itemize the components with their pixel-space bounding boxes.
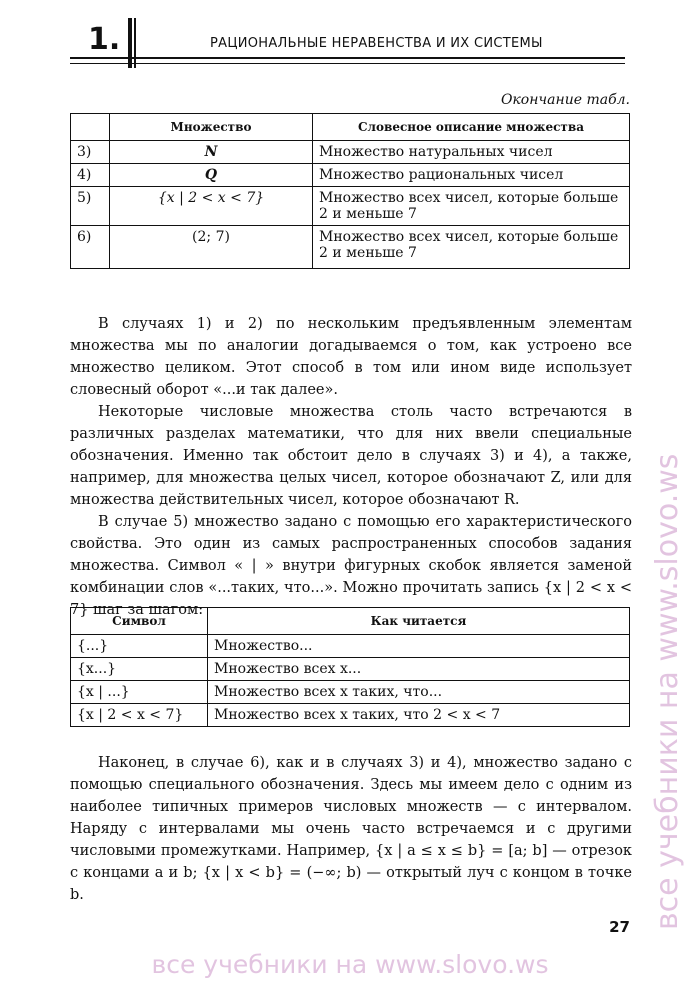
reading-cell: Множество всех x таких, что... bbox=[208, 681, 630, 704]
reading-cell: Множество всех x таких, что 2 < x < 7 bbox=[208, 704, 630, 727]
row-number: 4) bbox=[71, 164, 110, 187]
column-header: Множество bbox=[110, 114, 313, 141]
table-row bbox=[71, 226, 630, 269]
table-row bbox=[71, 164, 630, 187]
page-number: 27 bbox=[609, 918, 630, 936]
paragraph: Некоторые числовые множества столь часто встречаются в различных разделах математики, что для них ввели специальные обозначения. Именно так обстоит дело в случаях 3) и 4), а также, например, для множества целых чисел, которое обозначают Z, или для множества действительных чисел, которое обозначают R. bbox=[70, 404, 632, 508]
paragraph: Наконец, в случае 6), как и в случаях 3) и 4), множество задано с помощью специального обозначения. Здесь мы имеем дело с одним из наиболее типичных примеров числовых множеств — с интервалом. Наряду с интервалами мы очень часто встречаемся и с другими числовыми промежутками. Например, {x | a ≤ x ≤ b} = [a; b] — отрезок с концами a и b; {x | x < b} = (−∞; b) — открытый луч с концом в точке b. bbox=[70, 755, 632, 903]
reading-cell: Множество... bbox=[208, 635, 630, 658]
table-row bbox=[71, 658, 630, 681]
column-header bbox=[71, 114, 110, 141]
table-row bbox=[71, 187, 630, 226]
body-text-bottom bbox=[70, 752, 632, 906]
reading-cell: Множество всех x... bbox=[208, 658, 630, 681]
paragraph: В случае 5) множество задано с помощью его характеристического свойства. Это один из самых распространенных способов задания множества. Символ « | » внутри фигурных скобок является заменой комбинации слов «...таких, что...». Можно прочитать запись {x | 2 < x < 7} шаг за шагом: bbox=[70, 514, 632, 618]
table-header-row bbox=[71, 114, 630, 141]
header-rule-thin bbox=[70, 63, 625, 64]
column-header: Как читается bbox=[208, 608, 630, 635]
bottom-watermark: все учебники на www.slovo.ws bbox=[151, 950, 549, 979]
paragraph: В случаях 1) и 2) по нескольким предъявленным элементам множества мы по аналогии догадываемся о том, как устроено все множество целиком. Этот способ в том или ином виде использует словесный оборот «...и так далее». bbox=[70, 316, 632, 398]
header-rule bbox=[70, 57, 625, 59]
row-number: 5) bbox=[71, 187, 110, 226]
row-number: 6) bbox=[71, 226, 110, 269]
side-watermark bbox=[648, 80, 688, 940]
row-number: 3) bbox=[71, 141, 110, 164]
header-double-bar bbox=[128, 18, 140, 68]
column-header: Словесное описание множества bbox=[313, 114, 630, 141]
side-watermark-text: все учебники на www.slovo.ws bbox=[650, 453, 685, 930]
reading-table bbox=[70, 607, 630, 727]
set-notation: (2; 7) bbox=[110, 226, 313, 269]
table-row bbox=[71, 141, 630, 164]
set-description: Множество рациональных чисел bbox=[313, 164, 630, 187]
table-row bbox=[71, 681, 630, 704]
symbol-cell: {x | 2 < x < 7} bbox=[71, 704, 208, 727]
chapter-number: 1. bbox=[88, 22, 121, 57]
sets-table bbox=[70, 113, 630, 269]
set-notation: Q bbox=[110, 164, 313, 187]
table-header-row bbox=[71, 608, 630, 635]
set-description: Множество натуральных чисел bbox=[313, 141, 630, 164]
table-caption: Окончание табл. bbox=[500, 92, 630, 108]
symbol-cell: {...} bbox=[71, 635, 208, 658]
set-description: Множество всех чисел, которые больше 2 и меньше 7 bbox=[313, 187, 630, 226]
table-row bbox=[71, 635, 630, 658]
set-notation: {x | 2 < x < 7} bbox=[110, 187, 313, 226]
chapter-title: РАЦИОНАЛЬНЫЕ НЕРАВЕНСТВА И ИХ СИСТЕМЫ bbox=[210, 36, 543, 51]
symbol-cell: {x | ...} bbox=[71, 681, 208, 704]
symbol-cell: {x...} bbox=[71, 658, 208, 681]
set-notation: N bbox=[110, 141, 313, 164]
column-header: Символ bbox=[71, 608, 208, 635]
set-description: Множество всех чисел, которые больше 2 и меньше 7 bbox=[313, 226, 630, 269]
body-text-top bbox=[70, 313, 632, 621]
table-row bbox=[71, 704, 630, 727]
